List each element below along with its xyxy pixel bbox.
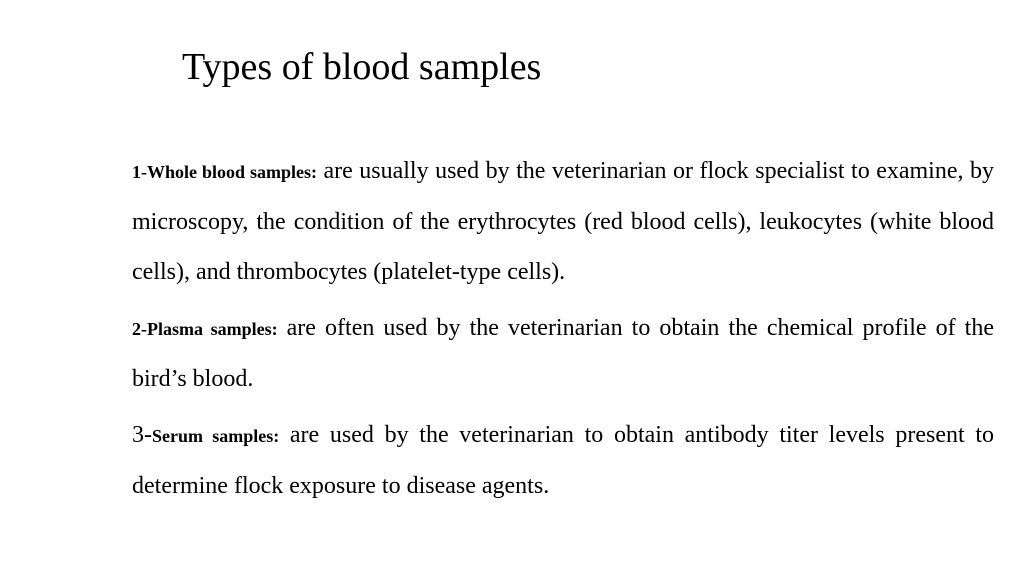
whole-blood-text: are usually used by the veterinarian or flock specialist to examine, by microscopy, the condition of the erythrocytes (red blood cells), leukocytes (white blood cells), and thrombocytes (platelet-type cells). <box>132 158 994 285</box>
slide-body <box>132 146 994 511</box>
plasma-item <box>132 303 994 404</box>
serum-number: 3- <box>132 422 152 448</box>
serum-heading: Serum samples: <box>152 426 280 446</box>
serum-item <box>132 410 994 511</box>
plasma-heading: 2-Plasma samples: <box>132 319 278 339</box>
whole-blood-heading: 1-Whole blood samples: <box>132 162 317 182</box>
plasma-text: are often used by the veterinarian to obtain the chemical profile of the bird’s blood. <box>132 315 994 392</box>
slide-title: Types of blood samples <box>182 46 542 88</box>
serum-text: are used by the veterinarian to obtain antibody titer levels present to determine flock exposure to disease agents. <box>132 422 995 499</box>
whole-blood-item <box>132 146 994 297</box>
